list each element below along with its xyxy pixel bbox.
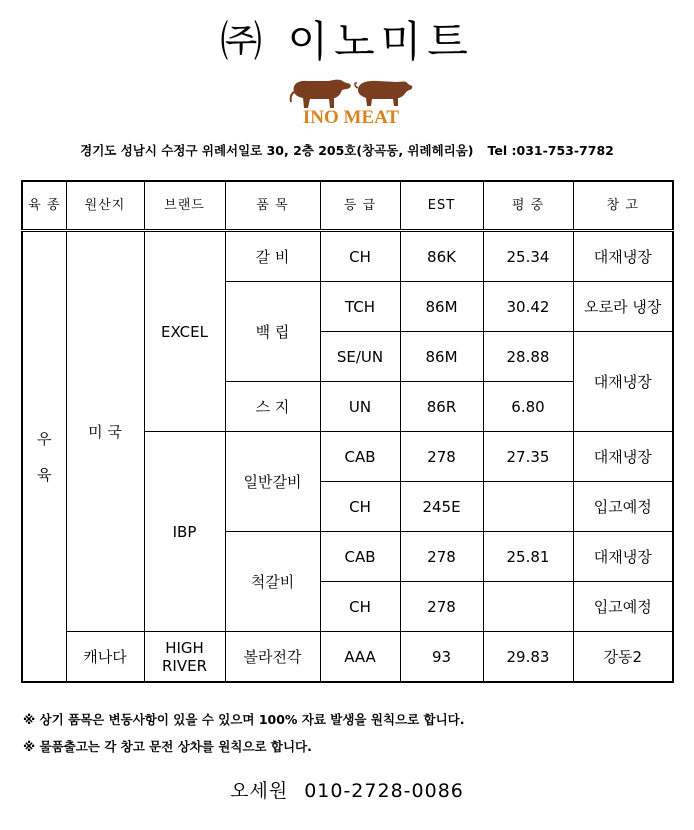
note-item: ※ 상기 품목은 변동사항이 있을 수 있으며 100% 자료 발생을 원칙으로 합니다. [23,712,465,727]
weight-cell: 29.83 [483,632,573,683]
storage-cell: 강동2 [573,632,673,683]
weight-cell: 25.34 [483,231,573,282]
weight-cell: 28.88 [483,332,573,382]
grade-cell: UN [320,382,400,432]
logo-text: INO MEAT [302,107,400,128]
grade-cell: TCH [320,282,400,332]
item-general-galbi-cell: 일반갈비 [225,432,320,532]
header-origin: 원산지 [66,181,144,231]
grade-cell: CH [320,582,400,632]
weight-cell [483,582,573,632]
storage-cell: 입고예정 [573,482,673,532]
est-cell: 245E [400,482,483,532]
est-cell: 93 [400,632,483,683]
contact-phone: 010-2728-0086 [304,780,464,802]
brand-ibp-cell: IBP [144,432,225,632]
weight-cell: 6.80 [483,382,573,432]
storage-cell: 입고예정 [573,582,673,632]
storage-cell: 대재냉장 [573,532,673,582]
grade-cell: CH [320,482,400,532]
grade-cell: CAB [320,432,400,482]
header-brand: 브랜드 [144,181,225,231]
item-bolarajeongak-cell: 볼라전각 [225,632,320,683]
grade-cell: CAB [320,532,400,582]
brand-excel-cell: EXCEL [144,231,225,432]
brand-high-river-cell: HIGH RIVER [144,632,225,683]
weight-cell: 27.35 [483,432,573,482]
est-cell: 278 [400,432,483,482]
storage-cell: 오로라 냉장 [573,282,673,332]
cow-pig-icon [288,74,414,110]
item-suji-cell: 스 지 [225,382,320,432]
est-cell: 86R [400,382,483,432]
table-row [22,632,673,683]
table-row [22,231,673,282]
header-storage: 창 고 [573,181,673,231]
est-cell: 86M [400,282,483,332]
header-item: 품 목 [225,181,320,231]
est-cell: 278 [400,532,483,582]
origin-usa-cell: 미 국 [66,231,144,632]
item-backrib-cell: 백 립 [225,282,320,382]
storage-cell: 대재냉장 [573,332,673,432]
company-name: ㈜ 이노미트 [220,17,474,66]
grade-cell: AAA [320,632,400,683]
grade-cell: SE/UN [320,332,400,382]
company-address [0,142,694,160]
contact-name: 오세원 [230,780,289,802]
weight-cell: 30.42 [483,282,573,332]
header-meat-type: 육 종 [22,181,66,231]
storage-cell: 대재냉장 [573,231,673,282]
est-cell: 86K [400,231,483,282]
grade-cell: CH [320,231,400,282]
meat-type-cell: 우 육 [22,231,66,683]
weight-cell [483,482,573,532]
header-est: EST [400,181,483,231]
price-table [21,180,674,683]
table-header-row [22,181,673,231]
header-weight: 평 중 [483,181,573,231]
note-item: ※ 물품출고는 각 창고 문전 상차를 원칙으로 합니다. [23,739,312,754]
address-text: 경기도 성남시 수정구 위례서일로 30, 2층 205호(창곡동, 위례헤리움) [80,143,474,158]
contact [0,778,694,804]
notes [23,706,465,760]
origin-canada-cell: 캐나다 [66,632,144,683]
company-logo [288,74,414,130]
tel-text: Tel :031-753-7782 [487,143,614,158]
est-cell: 86M [400,332,483,382]
storage-cell: 대재냉장 [573,432,673,482]
header-grade: 등 급 [320,181,400,231]
item-chuck-galbi-cell: 척갈비 [225,532,320,632]
est-cell: 278 [400,582,483,632]
item-galbi-cell: 갈 비 [225,231,320,282]
weight-cell: 25.81 [483,532,573,582]
